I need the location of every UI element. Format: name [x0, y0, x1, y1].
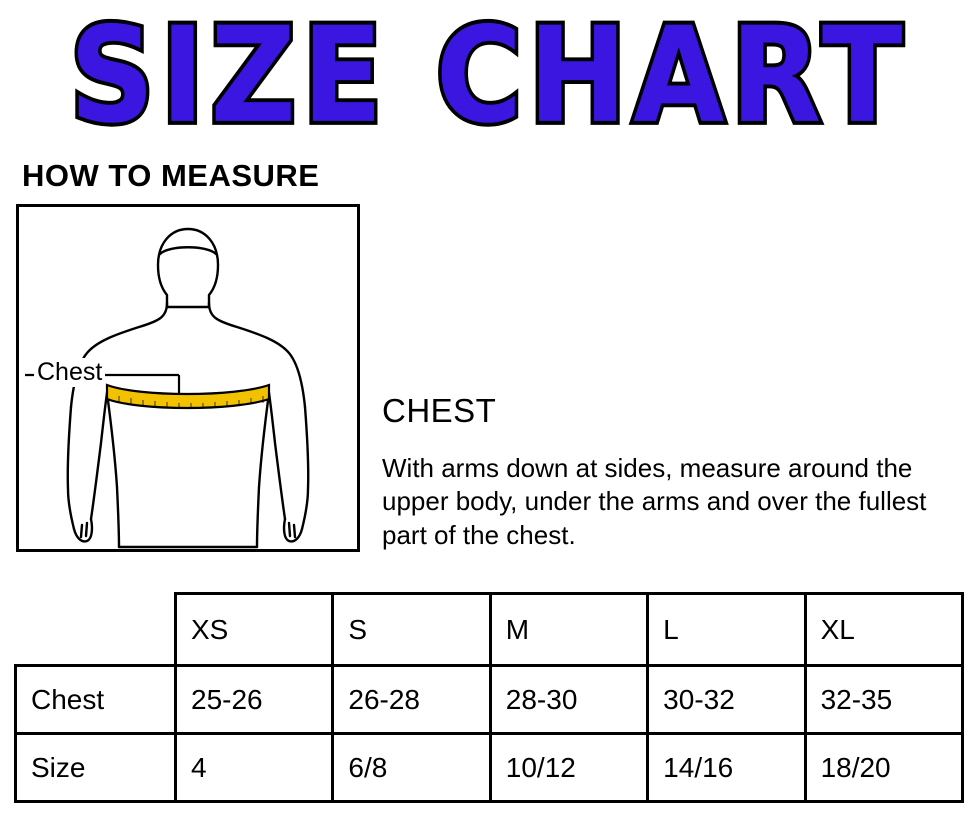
row-label-chest: Chest [16, 666, 176, 734]
chest-description-body: With arms down at sides, measure around the upper body, under the arms and over the fullest part of the chest. [382, 453, 927, 550]
table-header-xl: XL [805, 594, 962, 666]
how-to-measure-heading: HOW TO MEASURE [22, 158, 320, 193]
table-corner-cell [16, 594, 176, 666]
table-header-row [16, 594, 963, 666]
row-label-size: Size [16, 734, 176, 802]
table-row-chest [16, 666, 963, 734]
chest-s: 26-28 [333, 666, 490, 734]
size-l: 14/16 [648, 734, 805, 802]
table-header-xs: XS [176, 594, 333, 666]
size-xs: 4 [176, 734, 333, 802]
size-m: 10/12 [490, 734, 647, 802]
page-title: SIZE CHART [69, 0, 909, 153]
table-header-l: L [648, 594, 805, 666]
size-s: 6/8 [333, 734, 490, 802]
chest-tape [107, 385, 269, 408]
chest-m: 28-30 [490, 666, 647, 734]
chest-xl: 32-35 [805, 666, 962, 734]
chest-xs: 25-26 [176, 666, 333, 734]
chest-l: 30-32 [648, 666, 805, 734]
page-title-banner [0, 0, 978, 153]
table-header-s: S [333, 594, 490, 666]
table-header-m: M [490, 594, 647, 666]
size-chart-table [14, 592, 964, 803]
chest-description-heading: CHEST [382, 392, 497, 429]
size-xl: 18/20 [805, 734, 962, 802]
chest-measure-label: Chest [34, 358, 105, 387]
table-row-size [16, 734, 963, 802]
